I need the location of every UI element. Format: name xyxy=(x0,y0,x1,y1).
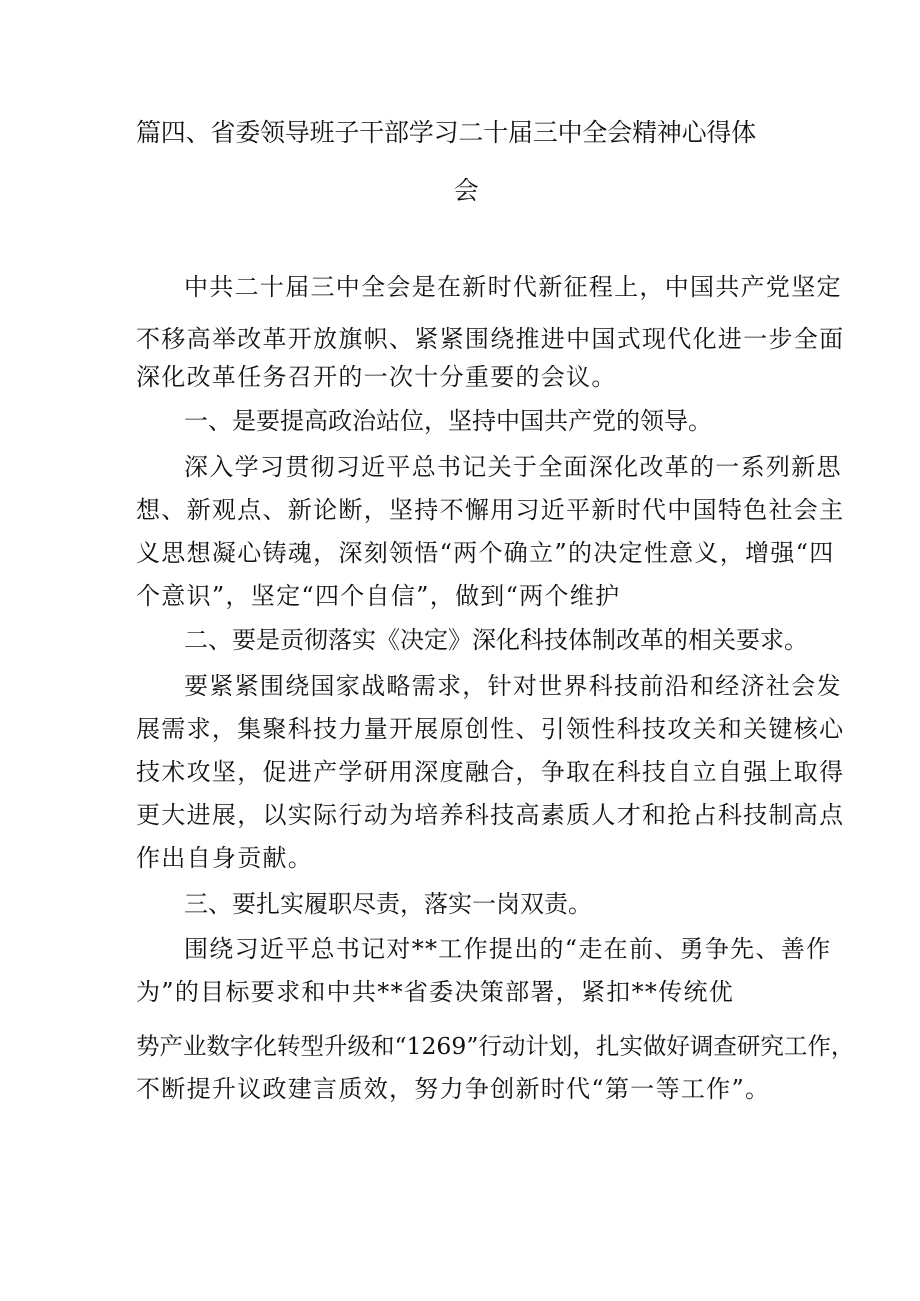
section-2-line-1: 要紧紧围绕国家战略需求，针对世界科技前沿和经济社会发 xyxy=(184,672,842,700)
intro-line-2: 不移高举改革开放旗帜、紧紧围绕推进中国式现代化进一步全面 xyxy=(136,325,845,353)
section-1-line-2: 想、新观点、新论断，坚持不懈用习近平新时代中国特色社会主 xyxy=(136,496,845,524)
section-1-heading: 一、是要提高政治站位，坚持中国共产党的领导。 xyxy=(184,407,712,435)
section-1-line-3: 义思想凝心铸魂，深刻领悟“两个确立”的决定性意义，增强“四 xyxy=(136,539,835,567)
intro-line-1: 中共二十届三中全会是在新时代新征程上，中国共产党坚定 xyxy=(184,273,842,301)
section-1-line-1: 深入学习贯彻习近平总书记关于全面深化改革的一系列新思 xyxy=(184,453,842,481)
section-1-line-4: 个意识”，坚定“四个自信”，做到“两个维护 xyxy=(136,582,621,610)
document-title-line-1: 篇四、省委领导班子干部学习二十届三中全会精神心得体 xyxy=(136,118,757,147)
document-title-line-2: 会 xyxy=(453,176,479,205)
section-3-line-3: 势产业数字化转型升级和“1269”行动计划，扎实做好调查研究工作， xyxy=(136,1032,855,1060)
section-3-line-4: 不断提升议政建言质效，努力争创新时代“第一等工作”。 xyxy=(136,1075,771,1103)
section-2-line-4: 更大进展，以实际行动为培养科技高素质人才和抢占科技制高点 xyxy=(136,801,845,829)
intro-line-3: 深化改革任务召开的一次十分重要的会议。 xyxy=(136,363,617,391)
section-3-line-1: 围绕习近平总书记对**工作提出的“走在前、勇争先、善作 xyxy=(184,935,832,963)
section-3-heading: 三、要扎实履职尽责，落实一岗双责。 xyxy=(184,890,592,918)
section-2-line-2: 展需求，集聚科技力量开展原创性、引领性科技攻关和关键核心 xyxy=(136,715,845,743)
section-2-line-5: 作出自身贡献。 xyxy=(136,844,314,872)
section-3-line-2: 为”的目标要求和中共**省委决策部署，紧扣**传统优 xyxy=(136,978,735,1006)
section-2-line-3: 技术攻坚，促进产学研用深度融合，争取在科技自立自强上取得 xyxy=(136,758,845,786)
section-2-heading: 二、要是贡彻落实《决定》深化科技体制改革的相关要求。 xyxy=(184,626,808,654)
